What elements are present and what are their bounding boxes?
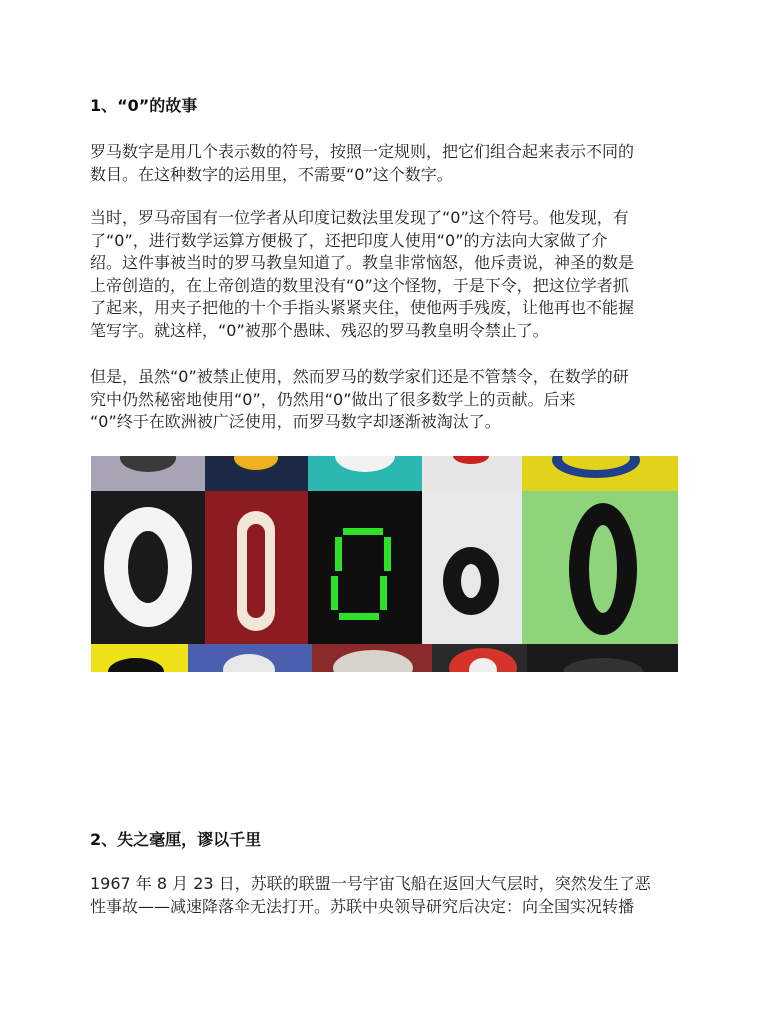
text-line: 数目。在这种数字的运用里，不需要“0”这个数字。: [90, 164, 453, 184]
text-line: 究中仍然秘密地使用“0”，仍然用“0”做出了很多数学上的贡献。后来: [90, 389, 576, 409]
paragraph: [90, 141, 680, 186]
text-line: 笔写字。就这样，“0”被那个愚昧、残忍的罗马教皇明令禁止了。: [90, 320, 549, 340]
zero-collage-image: [91, 456, 678, 672]
section-1-heading: 1、“0”的故事: [90, 96, 198, 115]
text-line: “0”终于在欧洲被广泛使用，而罗马数字却逐渐被淘汰了。: [90, 412, 501, 431]
text-line: 1967 年 8 月 23 日，苏联的联盟一号宇宙飞船在返回大气层时，突然发生了恶: [90, 874, 651, 893]
text-line: 绍。这件事被当时的罗马教皇知道了。教皇非常恼怒，他斥责说，神圣的数是: [90, 253, 635, 272]
text-line: 了“0”，进行数学运算方便极了，还把印度人使用“0”的方法向大家做了介: [90, 230, 608, 250]
text-line: 性事故——减速降落伞无法打开。苏联中央领导研究后决定：向全国实况转播: [90, 896, 635, 916]
text-line: 但是，虽然“0”被禁止使用，然而罗马的数学家们还是不管禁令，在数学的研: [90, 367, 629, 386]
text-line: 罗马数字是用几个表示数的符号，按照一定规则，把它们组合起来表示不同的: [90, 142, 635, 161]
text-line: 上帝创造的，在上帝创造的数里没有“0”这个怪物，于是下令，把这位学者抓: [90, 275, 629, 295]
text-line: 了起来，用夹子把他的十个手指头紧紧夹住，使他两手残废，让他再也不能握: [90, 298, 635, 317]
paragraph: [90, 873, 680, 918]
paragraph: [90, 207, 680, 342]
paragraph: [90, 366, 680, 434]
text-line: 当时，罗马帝国有一位学者从印度记数法里发现了“0”这个符号。他发现，有: [90, 208, 629, 227]
section-2-heading: 2、失之毫厘，谬以千里: [90, 830, 262, 849]
